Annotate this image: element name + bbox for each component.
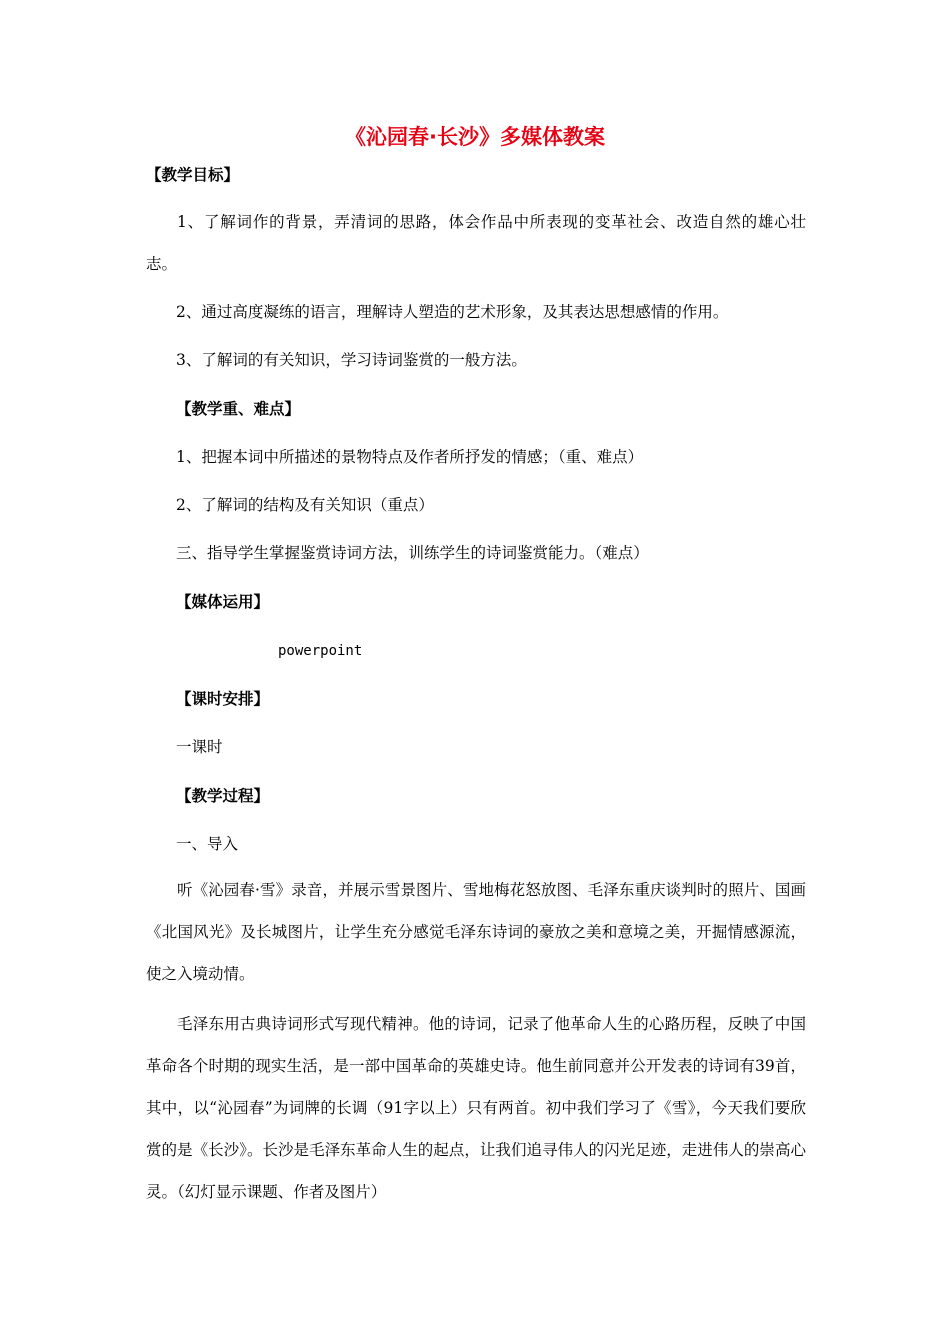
schedule-value: 一课时	[176, 738, 223, 756]
schedule-heading: 【课时安排】	[176, 690, 270, 708]
key-point-item-3: 三、指导学生掌握鉴赏诗词方法，训练学生的诗词鉴赏能力。（难点）	[176, 544, 649, 562]
key-points-heading: 【教学重、难点】	[176, 400, 301, 418]
key-point-item-2: 2、了解词的结构及有关知识（重点）	[176, 496, 434, 514]
objective-item-1: 1、了解词作的背景，弄清词的思路，体会作品中所表现的变革社会、改造自然的雄心壮志。	[146, 213, 806, 273]
process-heading: 【教学过程】	[176, 787, 270, 805]
media-heading: 【媒体运用】	[176, 593, 270, 611]
process-paragraph-1: 听《沁园春·雪》录音，并展示雪景图片、雪地梅花怒放图、毛泽东重庆谈判时的照片、国画《北国风光》及长城图片，让学生充分感觉毛泽东诗词的豪放之美和意境之美，开掘情感源流，使之入境动情。	[146, 881, 806, 983]
media-value: powerpoint	[278, 643, 363, 659]
key-point-item-1: 1、把握本词中所描述的景物特点及作者所抒发的情感；（重、难点）	[176, 448, 644, 466]
process-paragraph-2: 毛泽东用古典诗词形式写现代精神。他的诗词，记录了他革命人生的心路历程，反映了中国革命各个时期的现实生活，是一部中国革命的英雄史诗。他生前同意并公开发表的诗词有39首，其中，以“沁园春”为词牌的长调（91字以上）只有两首。初中我们学习了《雪》，今天我们要欣赏的是《长沙》。长沙是毛泽东革命人生的起点，让我们追寻伟人的闪光足迹，走进伟人的崇高心灵。（幻灯显示课题、作者及图片）	[146, 1015, 806, 1201]
document-title: 《沁园春·长沙》多媒体教案	[345, 125, 605, 149]
objective-item-3: 3、了解词的有关知识，学习诗词鉴赏的一般方法。	[176, 351, 527, 369]
objective-item-2: 2、通过高度凝练的语言，理解诗人塑造的艺术形象，及其表达思想感情的作用。	[176, 303, 729, 321]
process-step-1: 一、导入	[176, 835, 239, 853]
objectives-heading: 【教学目标】	[146, 166, 240, 184]
